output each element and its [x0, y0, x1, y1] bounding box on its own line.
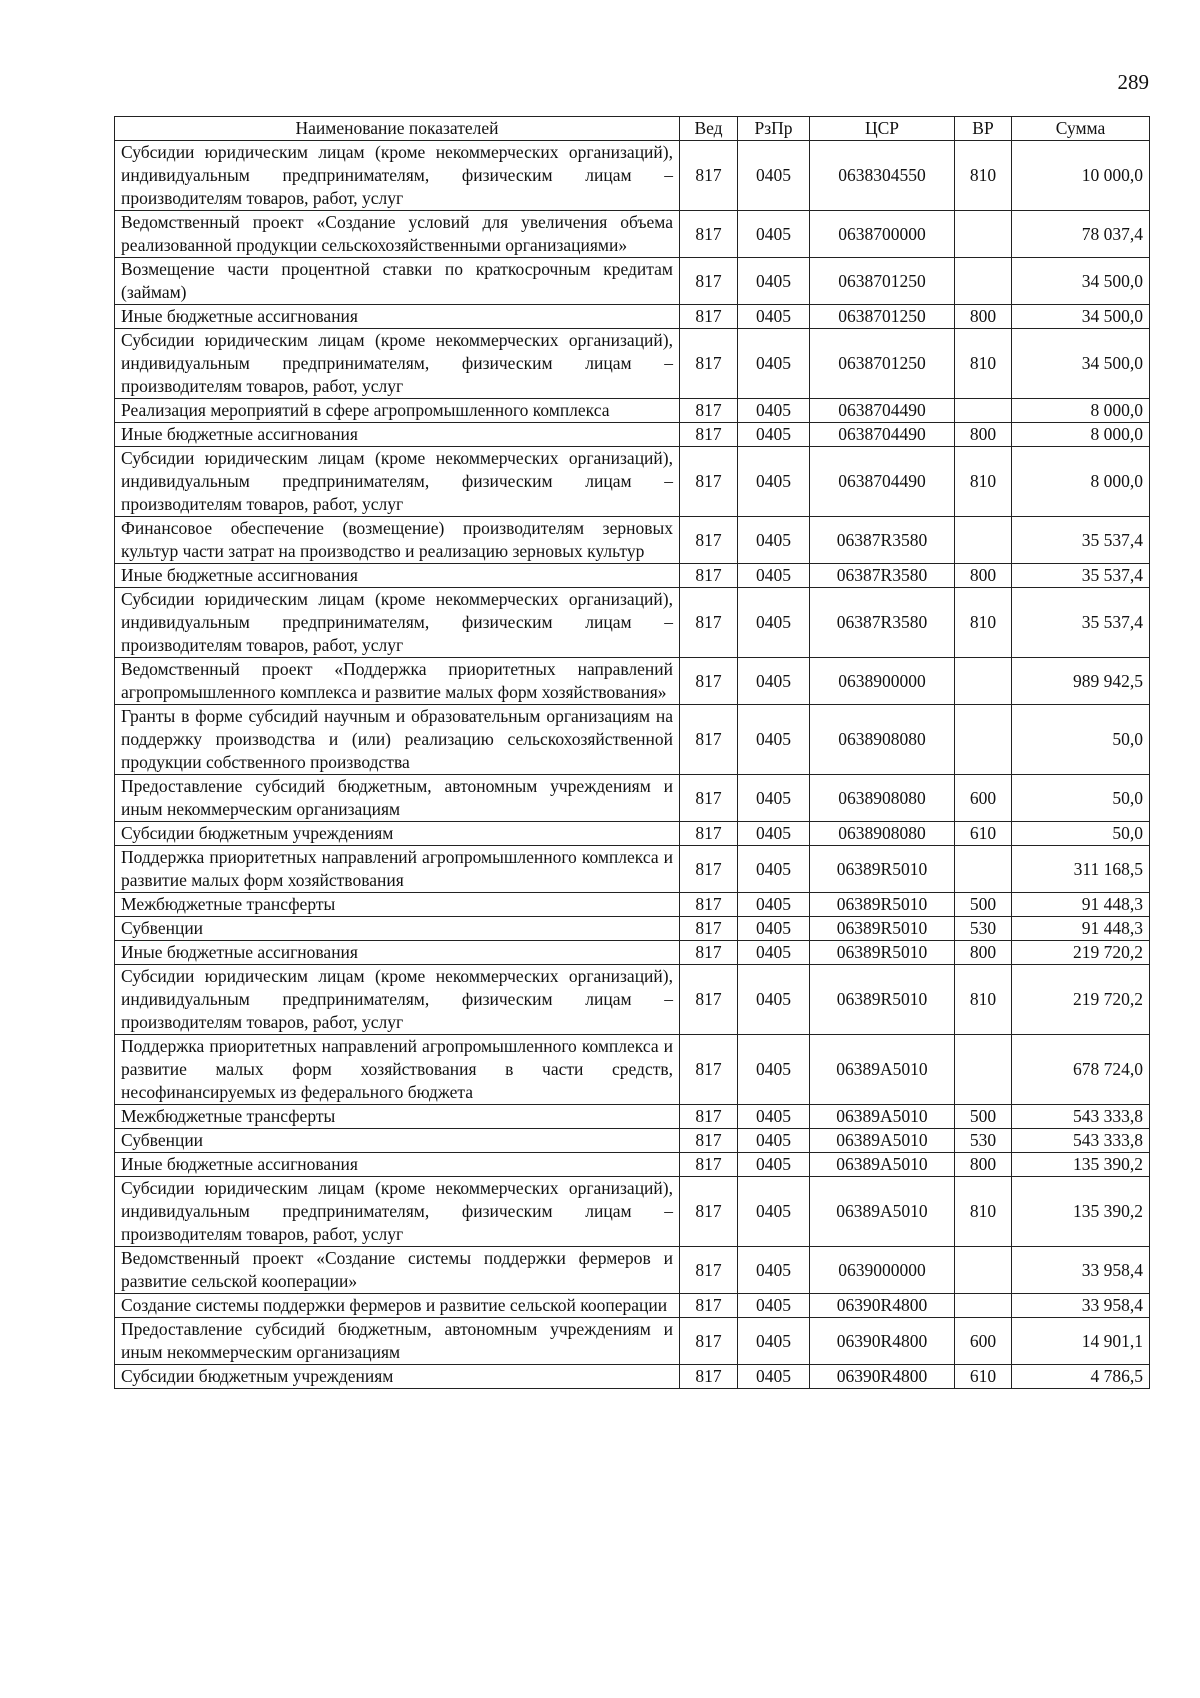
cell-sum: 4 786,5 [1012, 1365, 1150, 1389]
cell-csr: 0638908080 [810, 822, 955, 846]
cell-ved: 817 [680, 564, 738, 588]
cell-name: Ведомственный проект «Создание условий для увеличения объема реализованной продукции сельскохозяйственными организациями» [115, 211, 680, 258]
cell-sum: 35 537,4 [1012, 588, 1150, 658]
cell-vr: 800 [955, 1153, 1012, 1177]
cell-name: Ведомственный проект «Создание системы поддержки фермеров и развитие сельской кооперации» [115, 1247, 680, 1294]
table-row [115, 917, 1150, 941]
table-row [115, 1105, 1150, 1129]
cell-vr [955, 211, 1012, 258]
table-row [115, 1177, 1150, 1247]
cell-rzpr: 0405 [738, 822, 810, 846]
cell-name: Поддержка приоритетных направлений агропромышленного комплекса и развитие малых форм хозяйствования [115, 846, 680, 893]
cell-vr [955, 1294, 1012, 1318]
table-row [115, 965, 1150, 1035]
cell-rzpr: 0405 [738, 329, 810, 399]
cell-name: Гранты в форме субсидий научным и образовательным организациям на поддержку производства и (или) реализацию сельскохозяйственной продукции собственного производства [115, 705, 680, 775]
cell-ved: 817 [680, 588, 738, 658]
cell-ved: 817 [680, 1247, 738, 1294]
cell-name: Предоставление субсидий бюджетным, автономным учреждениям и иным некоммерческим организациям [115, 1318, 680, 1365]
cell-name: Субсидии юридическим лицам (кроме некоммерческих организаций), индивидуальным предпринимателям, физическим лицам – производителям товаров, работ, услуг [115, 588, 680, 658]
cell-vr [955, 846, 1012, 893]
cell-ved: 817 [680, 258, 738, 305]
cell-ved: 817 [680, 1365, 738, 1389]
cell-csr: 06389A5010 [810, 1129, 955, 1153]
cell-vr: 800 [955, 423, 1012, 447]
cell-ved: 817 [680, 329, 738, 399]
cell-vr: 600 [955, 775, 1012, 822]
cell-rzpr: 0405 [738, 917, 810, 941]
cell-vr: 810 [955, 965, 1012, 1035]
cell-sum: 8 000,0 [1012, 423, 1150, 447]
cell-sum: 35 537,4 [1012, 517, 1150, 564]
cell-csr: 06389R5010 [810, 917, 955, 941]
table-row [115, 588, 1150, 658]
cell-vr [955, 517, 1012, 564]
cell-name: Субсидии юридическим лицам (кроме некоммерческих организаций), индивидуальным предпринимателям, физическим лицам – производителям товаров, работ, услуг [115, 965, 680, 1035]
cell-csr: 06390R4800 [810, 1365, 955, 1389]
header-name: Наименование показателей [115, 117, 680, 141]
cell-sum: 33 958,4 [1012, 1294, 1150, 1318]
cell-sum: 543 333,8 [1012, 1105, 1150, 1129]
cell-vr [955, 1247, 1012, 1294]
cell-csr: 06387R3580 [810, 588, 955, 658]
table-row [115, 822, 1150, 846]
cell-sum: 50,0 [1012, 775, 1150, 822]
table-row [115, 211, 1150, 258]
cell-ved: 817 [680, 705, 738, 775]
cell-name: Субсидии бюджетным учреждениям [115, 822, 680, 846]
cell-csr: 06390R4800 [810, 1318, 955, 1365]
cell-ved: 817 [680, 423, 738, 447]
cell-sum: 10 000,0 [1012, 141, 1150, 211]
cell-rzpr: 0405 [738, 1105, 810, 1129]
cell-vr: 600 [955, 1318, 1012, 1365]
cell-vr: 810 [955, 329, 1012, 399]
table-row [115, 846, 1150, 893]
cell-vr [955, 658, 1012, 705]
cell-rzpr: 0405 [738, 447, 810, 517]
cell-rzpr: 0405 [738, 1294, 810, 1318]
cell-vr [955, 258, 1012, 305]
table-row [115, 399, 1150, 423]
table-row [115, 305, 1150, 329]
cell-ved: 817 [680, 893, 738, 917]
cell-sum: 34 500,0 [1012, 258, 1150, 305]
cell-csr: 0638701250 [810, 305, 955, 329]
header-sum: Сумма [1012, 117, 1150, 141]
cell-sum: 219 720,2 [1012, 965, 1150, 1035]
cell-csr: 0638900000 [810, 658, 955, 705]
cell-rzpr: 0405 [738, 258, 810, 305]
table-row [115, 893, 1150, 917]
cell-ved: 817 [680, 447, 738, 517]
header-vr: ВР [955, 117, 1012, 141]
cell-name: Иные бюджетные ассигнования [115, 305, 680, 329]
cell-sum: 989 942,5 [1012, 658, 1150, 705]
cell-csr: 06389A5010 [810, 1105, 955, 1129]
cell-vr: 530 [955, 917, 1012, 941]
cell-name: Межбюджетные трансферты [115, 1105, 680, 1129]
cell-ved: 817 [680, 917, 738, 941]
cell-ved: 817 [680, 1035, 738, 1105]
cell-sum: 34 500,0 [1012, 329, 1150, 399]
cell-csr: 0638908080 [810, 705, 955, 775]
cell-name: Субсидии юридическим лицам (кроме некоммерческих организаций), индивидуальным предпринимателям, физическим лицам – производителям товаров, работ, услуг [115, 1177, 680, 1247]
cell-csr: 06389R5010 [810, 893, 955, 917]
cell-ved: 817 [680, 1318, 738, 1365]
cell-name: Субсидии юридическим лицам (кроме некоммерческих организаций), индивидуальным предпринимателям, физическим лицам – производителям товаров, работ, услуг [115, 141, 680, 211]
table-row [115, 447, 1150, 517]
cell-sum: 91 448,3 [1012, 893, 1150, 917]
header-csr: ЦСР [810, 117, 955, 141]
cell-ved: 817 [680, 211, 738, 258]
cell-name: Субвенции [115, 917, 680, 941]
cell-rzpr: 0405 [738, 588, 810, 658]
cell-name: Межбюджетные трансферты [115, 893, 680, 917]
cell-name: Субсидии юридическим лицам (кроме некоммерческих организаций), индивидуальным предпринимателям, физическим лицам – производителям товаров, работ, услуг [115, 329, 680, 399]
cell-csr: 06389A5010 [810, 1035, 955, 1105]
cell-ved: 817 [680, 399, 738, 423]
cell-sum: 78 037,4 [1012, 211, 1150, 258]
cell-csr: 0638908080 [810, 775, 955, 822]
cell-rzpr: 0405 [738, 517, 810, 564]
cell-rzpr: 0405 [738, 1177, 810, 1247]
cell-vr: 800 [955, 305, 1012, 329]
table-row [115, 941, 1150, 965]
cell-vr: 610 [955, 822, 1012, 846]
cell-name: Возмещение части процентной ставки по краткосрочным кредитам (займам) [115, 258, 680, 305]
cell-vr [955, 1035, 1012, 1105]
cell-sum: 678 724,0 [1012, 1035, 1150, 1105]
cell-vr: 500 [955, 893, 1012, 917]
cell-vr: 810 [955, 588, 1012, 658]
cell-name: Создание системы поддержки фермеров и развитие сельской кооперации [115, 1294, 680, 1318]
cell-sum: 35 537,4 [1012, 564, 1150, 588]
cell-sum: 135 390,2 [1012, 1153, 1150, 1177]
cell-csr: 0638704490 [810, 399, 955, 423]
cell-vr: 810 [955, 447, 1012, 517]
cell-rzpr: 0405 [738, 564, 810, 588]
cell-csr: 06389R5010 [810, 846, 955, 893]
cell-sum: 219 720,2 [1012, 941, 1150, 965]
header-rzpr: РзПр [738, 117, 810, 141]
cell-vr: 800 [955, 564, 1012, 588]
cell-sum: 50,0 [1012, 705, 1150, 775]
cell-csr: 06390R4800 [810, 1294, 955, 1318]
cell-name: Ведомственный проект «Поддержка приоритетных направлений агропромышленного комплекса и развитие малых форм хозяйствования» [115, 658, 680, 705]
cell-name: Финансовое обеспечение (возмещение) производителям зерновых культур части затрат на производство и реализацию зерновых культур [115, 517, 680, 564]
cell-name: Реализация мероприятий в сфере агропромышленного комплекса [115, 399, 680, 423]
cell-sum: 14 901,1 [1012, 1318, 1150, 1365]
cell-sum: 91 448,3 [1012, 917, 1150, 941]
cell-rzpr: 0405 [738, 305, 810, 329]
table-row [115, 658, 1150, 705]
cell-rzpr: 0405 [738, 775, 810, 822]
cell-sum: 135 390,2 [1012, 1177, 1150, 1247]
cell-rzpr: 0405 [738, 423, 810, 447]
cell-csr: 06389R5010 [810, 941, 955, 965]
cell-csr: 0638704490 [810, 423, 955, 447]
cell-ved: 817 [680, 1129, 738, 1153]
cell-csr: 06387R3580 [810, 564, 955, 588]
table-row [115, 1247, 1150, 1294]
cell-ved: 817 [680, 305, 738, 329]
cell-csr: 0639000000 [810, 1247, 955, 1294]
table-row [115, 258, 1150, 305]
table-row [115, 141, 1150, 211]
cell-ved: 817 [680, 775, 738, 822]
cell-vr: 810 [955, 141, 1012, 211]
table-body [115, 141, 1150, 1389]
cell-name: Иные бюджетные ассигнования [115, 423, 680, 447]
table-header [115, 117, 1150, 141]
cell-name: Иные бюджетные ассигнования [115, 941, 680, 965]
cell-name: Субвенции [115, 1129, 680, 1153]
cell-ved: 817 [680, 517, 738, 564]
cell-sum: 50,0 [1012, 822, 1150, 846]
cell-rzpr: 0405 [738, 705, 810, 775]
table-row [115, 1365, 1150, 1389]
cell-vr: 810 [955, 1177, 1012, 1247]
cell-rzpr: 0405 [738, 211, 810, 258]
cell-vr: 500 [955, 1105, 1012, 1129]
budget-table [114, 116, 1150, 1389]
cell-rzpr: 0405 [738, 846, 810, 893]
cell-rzpr: 0405 [738, 141, 810, 211]
cell-rzpr: 0405 [738, 941, 810, 965]
cell-vr: 800 [955, 941, 1012, 965]
cell-csr: 06389R5010 [810, 965, 955, 1035]
table-row [115, 1318, 1150, 1365]
cell-csr: 0638704490 [810, 447, 955, 517]
cell-csr: 06389A5010 [810, 1177, 955, 1247]
cell-ved: 817 [680, 1294, 738, 1318]
table-row [115, 1035, 1150, 1105]
table-row [115, 1153, 1150, 1177]
table-row [115, 705, 1150, 775]
cell-csr: 0638701250 [810, 258, 955, 305]
table-row [115, 775, 1150, 822]
cell-name: Субсидии юридическим лицам (кроме некоммерческих организаций), индивидуальным предпринимателям, физическим лицам – производителям товаров, работ, услуг [115, 447, 680, 517]
cell-sum: 8 000,0 [1012, 447, 1150, 517]
cell-vr [955, 705, 1012, 775]
page-number: 289 [1117, 70, 1149, 94]
cell-sum: 8 000,0 [1012, 399, 1150, 423]
cell-csr: 0638304550 [810, 141, 955, 211]
cell-rzpr: 0405 [738, 1318, 810, 1365]
cell-ved: 817 [680, 965, 738, 1035]
table-row [115, 564, 1150, 588]
table-row [115, 517, 1150, 564]
cell-ved: 817 [680, 846, 738, 893]
cell-name: Иные бюджетные ассигнования [115, 564, 680, 588]
table-row [115, 329, 1150, 399]
cell-name: Поддержка приоритетных направлений агропромышленного комплекса и развитие малых форм хозяйствования в части средств, несофинансируемых из федерального бюджета [115, 1035, 680, 1105]
cell-vr: 610 [955, 1365, 1012, 1389]
cell-ved: 817 [680, 941, 738, 965]
cell-ved: 817 [680, 822, 738, 846]
cell-ved: 817 [680, 658, 738, 705]
cell-rzpr: 0405 [738, 1247, 810, 1294]
cell-rzpr: 0405 [738, 965, 810, 1035]
cell-rzpr: 0405 [738, 399, 810, 423]
cell-ved: 817 [680, 1105, 738, 1129]
cell-name: Предоставление субсидий бюджетным, автономным учреждениям и иным некоммерческим организациям [115, 775, 680, 822]
cell-rzpr: 0405 [738, 658, 810, 705]
header-ved: Вед [680, 117, 738, 141]
table-row [115, 423, 1150, 447]
cell-csr: 0638701250 [810, 329, 955, 399]
cell-vr [955, 399, 1012, 423]
cell-ved: 817 [680, 141, 738, 211]
cell-name: Субсидии бюджетным учреждениям [115, 1365, 680, 1389]
cell-sum: 543 333,8 [1012, 1129, 1150, 1153]
cell-sum: 33 958,4 [1012, 1247, 1150, 1294]
cell-ved: 817 [680, 1153, 738, 1177]
cell-csr: 06387R3580 [810, 517, 955, 564]
cell-rzpr: 0405 [738, 1129, 810, 1153]
cell-rzpr: 0405 [738, 1153, 810, 1177]
table-row [115, 1129, 1150, 1153]
cell-sum: 34 500,0 [1012, 305, 1150, 329]
cell-name: Иные бюджетные ассигнования [115, 1153, 680, 1177]
cell-ved: 817 [680, 1177, 738, 1247]
cell-csr: 06389A5010 [810, 1153, 955, 1177]
cell-csr: 0638700000 [810, 211, 955, 258]
cell-sum: 311 168,5 [1012, 846, 1150, 893]
cell-rzpr: 0405 [738, 893, 810, 917]
table-row [115, 1294, 1150, 1318]
cell-vr: 530 [955, 1129, 1012, 1153]
cell-rzpr: 0405 [738, 1365, 810, 1389]
cell-rzpr: 0405 [738, 1035, 810, 1105]
